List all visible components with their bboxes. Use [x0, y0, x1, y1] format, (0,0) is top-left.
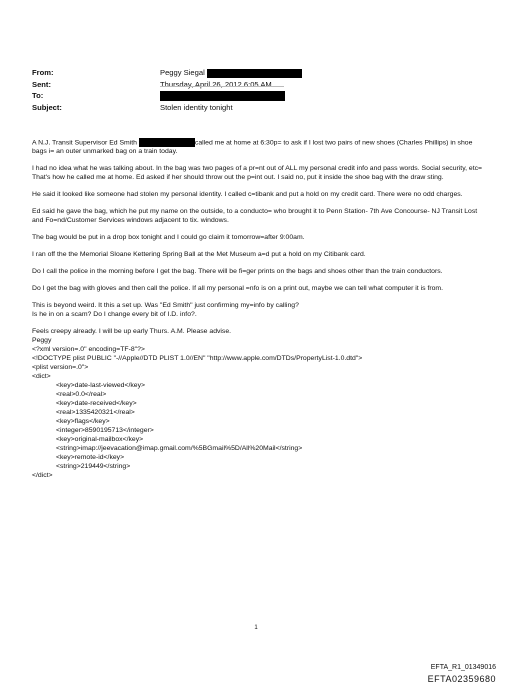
paragraph: He said it looked like someone had stolen my personal identity. I called c=tibank and put a hold on my credit card. There were no odd charges. — [32, 191, 463, 199]
code-line: <string>219449</string> — [56, 463, 131, 471]
sent-underline — [160, 86, 284, 87]
closing-line: Feels creepy already. I will be up early Thurs. A.M. Please advise. — [32, 328, 232, 336]
code-line: <key>date-last-viewed</key> — [56, 382, 146, 390]
from-label: From: — [32, 68, 54, 77]
redaction-box — [160, 91, 285, 101]
subject-value: Stolen identity tonight — [160, 103, 233, 112]
code-line: <real>0.0</real> — [56, 391, 107, 399]
paragraph: I had no idea what he was talking about. In the bag was two pages of a pr=nt out of ALL my personal credit info and pass words. Social security, etc= That's how he called me at home. Ed asked if her should throw out the p=int out. I said no, put it inside the shoe bag with the draw sting. — [32, 165, 483, 182]
redaction-box — [139, 138, 195, 147]
signature: Peggy — [32, 337, 52, 345]
paragraph: Ed said he gave the bag, which he put my name on the outside, to a conducto= who brought it to Penn Station- 7th Ave Concourse- NJ Transit Lost and Fo=nd/Customer Services windows adjacent to tix. windows. — [32, 208, 478, 225]
paragraph-text: Is he in on a scam? Do I change every bit of I.D. info?. — [32, 311, 197, 319]
paragraph-text: called me at home at 6:30p= to ask if I lost two pairs of new shoes (Charles Phillips) in shoe bags i= an outer unmarked bag on a train today. — [32, 139, 473, 156]
subject-label: Subject: — [32, 103, 62, 112]
code-line: <real>1335420321</real> — [56, 409, 135, 417]
code-line: <plist version=.0"> — [32, 364, 89, 372]
code-line: <key>date-received</key> — [56, 400, 137, 408]
from-value — [160, 68, 302, 78]
paragraph — [32, 138, 484, 156]
sent-value: Thursday, April 26, 2012 6:05 AM — [160, 80, 272, 89]
page-number: 1 — [254, 625, 258, 631]
to-label: To: — [32, 91, 44, 100]
code-line: <?xml version=.0" encoding=TF-8"?> — [32, 346, 145, 354]
paragraph: I ran off the the Memorial Sloane Kettering Spring Ball at the Met Museum a=d put a hold on my Citibank card. — [32, 251, 366, 259]
bates-stamp: EFTA_R1_01349016 — [430, 664, 496, 671]
email-body — [32, 138, 484, 480]
code-line: </dict> — [32, 472, 53, 480]
paragraph-text: A N.J. Transit Supervisor Ed Smith — [32, 139, 137, 147]
paragraph: Do I get the bag with gloves and then call the police. If all my personal =nfo is on a print out, maybe we can tell what computer it is from. — [32, 285, 444, 293]
sender-name: Peggy Siegal — [160, 68, 205, 77]
redaction-box — [207, 69, 302, 78]
paragraph: The bag would be put in a drop box tonight and I could go claim it tomorrow=after 9:00am. — [32, 234, 305, 242]
sent-label: Sent: — [32, 80, 51, 89]
code-line: <key>original-mailbox</key> — [56, 436, 144, 444]
code-line: <key>remote-id</key> — [56, 454, 125, 462]
to-value — [160, 91, 285, 101]
code-line: <dict> — [32, 373, 51, 381]
paragraph — [32, 301, 484, 319]
code-line: <string>imap://jeevacation@imap.gmail.com/%5BGmail%5D/All%20Mail</string> — [56, 445, 303, 453]
code-line: <key>flags</key> — [56, 418, 110, 426]
paragraph-text: This is beyond weird. It this a set up. Was "Ed Smith" just confirming my=info by calling? — [32, 302, 299, 310]
bates-stamp: EFTA02359680 — [427, 674, 496, 684]
code-line: <integer>8590195713</integer> — [56, 427, 154, 435]
paragraph: Do I call the police in the morning before I get the bag. There will be fi=ger prints on the bags and shoes other than the train conductors. — [32, 268, 443, 276]
code-line: <!DOCTYPE plist PUBLIC "-//Apple//DTD PLIST 1.0//EN" "http://www.apple.com/DTDs/PropertyList-1.0.dtd"> — [32, 355, 363, 363]
